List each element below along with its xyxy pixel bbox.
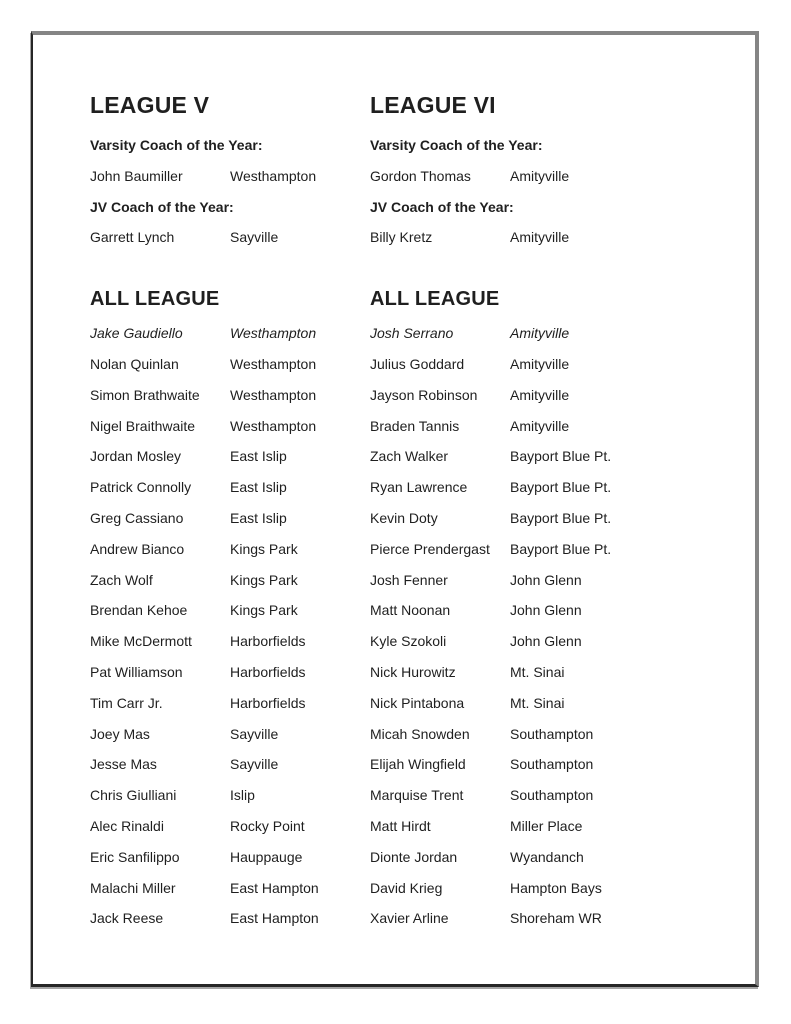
player-name: Matt Noonan	[370, 602, 451, 619]
player-school: Bayport Blue Pt.	[510, 479, 612, 496]
league-v-varsity-coach-row	[90, 161, 370, 192]
player-name: Malachi Miller	[90, 879, 176, 896]
player-row	[90, 441, 370, 472]
player-name: Simon Brathwaite	[90, 386, 200, 403]
player-row	[90, 811, 370, 842]
player-row	[370, 565, 650, 596]
player-school: Harborfields	[230, 663, 306, 680]
player-name: Chris Giulliani	[90, 787, 177, 804]
player-school: East Islip	[230, 479, 287, 496]
player-row	[370, 903, 650, 934]
player-row	[90, 657, 370, 688]
player-row	[90, 503, 370, 534]
player-row	[370, 380, 650, 411]
coach-school: Amityville	[510, 229, 570, 246]
player-name: Jesse Mas	[90, 756, 157, 773]
player-row	[90, 380, 370, 411]
player-row	[90, 534, 370, 565]
coach-school: Sayville	[230, 229, 279, 246]
player-name: Greg Cassiano	[90, 509, 184, 526]
player-name: Mike McDermott	[90, 633, 192, 650]
player-name: Andrew Bianco	[90, 540, 185, 557]
player-name: Braden Tannis	[370, 417, 460, 434]
player-school: Bayport Blue Pt.	[510, 540, 612, 557]
player-school: Amityville	[510, 386, 570, 403]
player-row	[370, 411, 650, 442]
player-school: Southampton	[510, 725, 594, 742]
player-name: Marquise Trent	[370, 787, 464, 804]
player-row	[370, 441, 650, 472]
player-school: Islip	[230, 787, 255, 804]
player-school: East Islip	[230, 448, 287, 465]
player-school: Westhampton	[230, 325, 317, 342]
player-school: Harborfields	[230, 694, 306, 711]
player-row	[90, 595, 370, 626]
coach-name: John Baumiller	[90, 167, 183, 184]
player-name: Micah Snowden	[370, 725, 470, 742]
player-name: Tim Carr Jr.	[90, 694, 163, 711]
player-row	[90, 749, 370, 780]
player-row	[90, 626, 370, 657]
player-row	[90, 873, 370, 904]
league-v-column	[90, 90, 370, 934]
player-name: Patrick Connolly	[90, 479, 192, 496]
player-school: Wyandanch	[510, 848, 584, 865]
player-school: Hauppauge	[230, 848, 303, 865]
player-school: John Glenn	[510, 633, 582, 650]
league-vi-jv-coach-row	[370, 222, 650, 253]
player-row	[370, 811, 650, 842]
player-school: Kings Park	[230, 540, 298, 557]
league-vi-all-league-list	[370, 318, 650, 934]
player-row	[370, 503, 650, 534]
player-school: Amityville	[510, 355, 570, 372]
player-row	[370, 842, 650, 873]
player-row	[370, 534, 650, 565]
player-row	[90, 411, 370, 442]
player-name: Jordan Mosley	[90, 448, 182, 465]
league-v-jv-coach-row	[90, 222, 370, 253]
player-name: Josh Fenner	[370, 571, 448, 588]
player-name: Matt Hirdt	[370, 817, 431, 834]
player-row	[370, 472, 650, 503]
player-row	[370, 657, 650, 688]
player-name: Jack Reese	[90, 910, 164, 927]
player-name: Elijah Wingfield	[370, 756, 466, 773]
player-name: Jake Gaudiello	[90, 325, 183, 342]
player-school: Bayport Blue Pt.	[510, 448, 612, 465]
player-name: Nolan Quinlan	[90, 355, 179, 372]
player-name: Brendan Kehoe	[90, 602, 188, 619]
player-row	[90, 780, 370, 811]
player-school: Kings Park	[230, 571, 298, 588]
player-name: Nick Pintabona	[370, 694, 465, 711]
player-row	[90, 472, 370, 503]
coach-school: Amityville	[510, 167, 570, 184]
league-v-title: LEAGUE V	[90, 92, 210, 118]
player-row	[370, 749, 650, 780]
player-name: Kyle Szokoli	[370, 633, 447, 650]
player-school: John Glenn	[510, 602, 582, 619]
player-row	[370, 595, 650, 626]
player-name: Zach Walker	[370, 448, 449, 465]
player-school: Sayville	[230, 756, 279, 773]
player-school: Westhampton	[230, 355, 317, 372]
player-school: East Islip	[230, 509, 287, 526]
player-row	[370, 719, 650, 750]
coach-name: Billy Kretz	[370, 229, 433, 246]
player-school: Amityville	[510, 325, 570, 342]
player-row	[90, 842, 370, 873]
league-vi-column	[370, 90, 650, 934]
player-row	[90, 349, 370, 380]
player-school: East Hampton	[230, 910, 319, 927]
player-school: East Hampton	[230, 879, 319, 896]
player-row	[90, 688, 370, 719]
player-school: Kings Park	[230, 602, 298, 619]
player-name: Eric Sanfilippo	[90, 848, 180, 865]
player-row	[90, 318, 370, 349]
player-school: Sayville	[230, 725, 279, 742]
coach-name: Garrett Lynch	[90, 229, 175, 246]
player-row	[370, 626, 650, 657]
player-name: Dionte Jordan	[370, 848, 458, 865]
player-name: Xavier Arline	[370, 910, 449, 927]
player-row	[370, 318, 650, 349]
player-school: Miller Place	[510, 817, 583, 834]
player-name: Josh Serrano	[370, 325, 454, 342]
player-row	[90, 903, 370, 934]
player-row	[90, 565, 370, 596]
player-name: Julius Goddard	[370, 355, 465, 372]
player-name: Jayson Robinson	[370, 386, 478, 403]
player-name: Pierce Prendergast	[370, 540, 490, 557]
player-school: Westhampton	[230, 386, 317, 403]
player-school: Westhampton	[230, 417, 317, 434]
player-school: Harborfields	[230, 633, 306, 650]
player-name: Alec Rinaldi	[90, 817, 164, 834]
league-vi-all-league-title: ALL LEAGUE	[370, 288, 500, 311]
player-name: David Krieg	[370, 879, 443, 896]
player-school: Shoreham WR	[510, 910, 602, 927]
player-name: Joey Mas	[90, 725, 150, 742]
player-school: Amityville	[510, 417, 570, 434]
page-content	[33, 35, 755, 934]
player-name: Kevin Doty	[370, 509, 438, 526]
player-row	[90, 719, 370, 750]
league-vi-varsity-coach-label: Varsity Coach of the Year:	[370, 137, 543, 153]
player-school: Southampton	[510, 787, 594, 804]
player-row	[370, 349, 650, 380]
player-row	[370, 780, 650, 811]
player-school: Southampton	[510, 756, 594, 773]
player-name: Zach Wolf	[90, 571, 153, 588]
league-vi-jv-coach-label: JV Coach of the Year:	[370, 198, 514, 215]
league-v-all-league-list	[90, 318, 370, 934]
player-name: Nick Hurowitz	[370, 663, 456, 680]
player-school: Mt. Sinai	[510, 694, 565, 711]
player-school: Rocky Point	[230, 817, 305, 834]
player-row	[370, 688, 650, 719]
player-name: Pat Williamson	[90, 663, 183, 680]
league-v-jv-coach-label: JV Coach of the Year:	[90, 198, 234, 215]
league-v-all-league-title: ALL LEAGUE	[90, 288, 220, 311]
coach-name: Gordon Thomas	[370, 167, 471, 184]
player-school: John Glenn	[510, 571, 582, 588]
league-vi-varsity-coach-row	[370, 161, 650, 192]
coach-school: Westhampton	[230, 167, 317, 184]
player-row	[370, 873, 650, 904]
league-v-varsity-coach-label: Varsity Coach of the Year:	[90, 137, 263, 153]
league-vi-title: LEAGUE VI	[370, 92, 496, 118]
player-name: Ryan Lawrence	[370, 479, 468, 496]
player-name: Nigel Braithwaite	[90, 417, 196, 434]
player-school: Hampton Bays	[510, 879, 602, 896]
player-school: Mt. Sinai	[510, 663, 565, 680]
page-border-frame	[31, 31, 759, 987]
player-school: Bayport Blue Pt.	[510, 509, 612, 526]
